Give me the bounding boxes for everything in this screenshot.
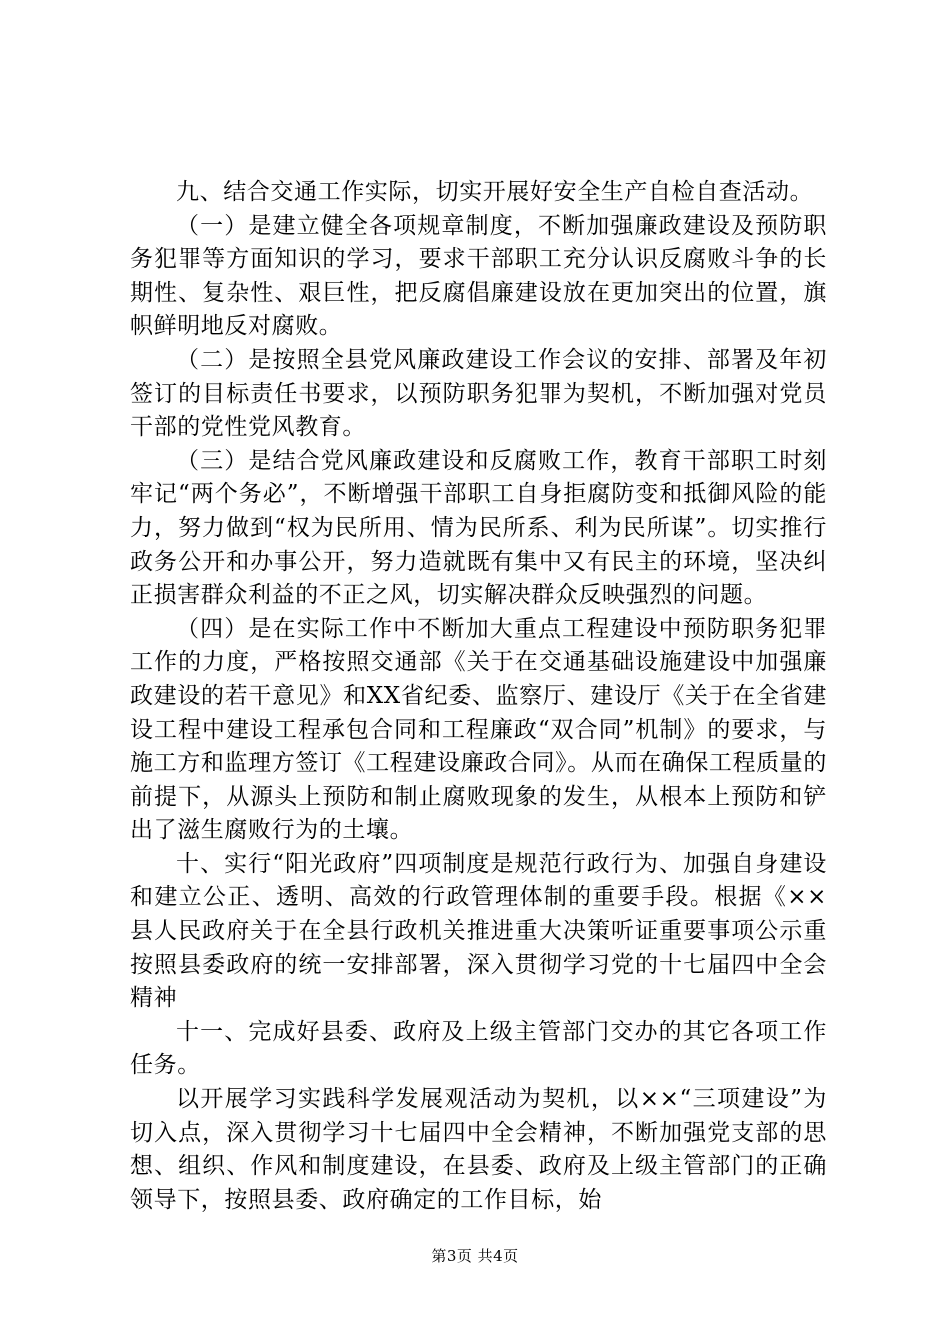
paragraph-section-9: 九、结合交通工作实际，切实开展好安全生产自检自查活动。	[176, 179, 814, 205]
document-body	[130, 176, 827, 1217]
paragraph-item-4: （四）是在实际工作中不断加大重点工程建设中预防职务犯罪工作的力度，严格按照交通部《关于在交通基础设施建设中加强廉政建设的若干意见》和XX省纪委、监察厅、建设厅《关于在全省建设工程中建设工程承包合同和工程廉政“双合同”机制》的要求，与施工方和监理方签订《工程建设廉政合同》。从而在确保工程质量的前提下，从源头上预防和制止腐败现象的发生，从根本上预防和铲出了滋生腐败行为的土壤。	[130, 615, 827, 844]
page-footer: 第3页 共4页	[431, 1247, 519, 1265]
paragraph-section-11: 十一、完成好县委、政府及上级主管部门交办的其它各项工作任务。	[130, 1018, 827, 1079]
paragraph-item-3: （三）是结合党风廉政建设和反腐败工作，教育干部职工时刻牢记“两个务必”，不断增强干部职工自身拒腐防变和抵御风险的能力，努力做到“权为民所用、情为民所系、利为民所谋”。切实推行政务公开和办事公开，努力造就既有集中又有民主的环境，坚决纠正损害群众利益的不正之风，切实解决群众反映强烈的问题。	[130, 447, 827, 609]
paragraph-closing: 以开展学习实践科学发展观活动为契机，以××“三项建设”为切入点，深入贯彻学习十七届四中全会精神，不断加强党支部的思想、组织、作风和制度建设，在县委、政府及上级主管部门的正确领导下，按照县委、政府确定的工作目标，始	[130, 1086, 827, 1213]
paragraph-item-1: （一）是建立健全各项规章制度，不断加强廉政建设及预防职务犯罪等方面知识的学习，要求干部职工充分认识反腐败斗争的长期性、复杂性、艰巨性，把反腐倡廉建设放在更加突出的位置，旗帜鲜明地反对腐败。	[130, 212, 827, 340]
paragraph-section-10: 十、实行“阳光政府”四项制度是规范行政行为、加强自身建设和建立公正、透明、高效的行政管理体制的重要手段。根据《××县人民政府关于在全县行政机关推进重大决策听证重要事项公示重按照县委政府的统一安排部署，深入贯彻学习党的十七届四中全会精神	[130, 850, 827, 1012]
paragraph-item-2: （二）是按照全县党风廉政建设工作会议的安排、部署及年初签订的目标责任书要求，以预防职务犯罪为契机，不断加强对党员干部的党性党风教育。	[130, 346, 827, 441]
